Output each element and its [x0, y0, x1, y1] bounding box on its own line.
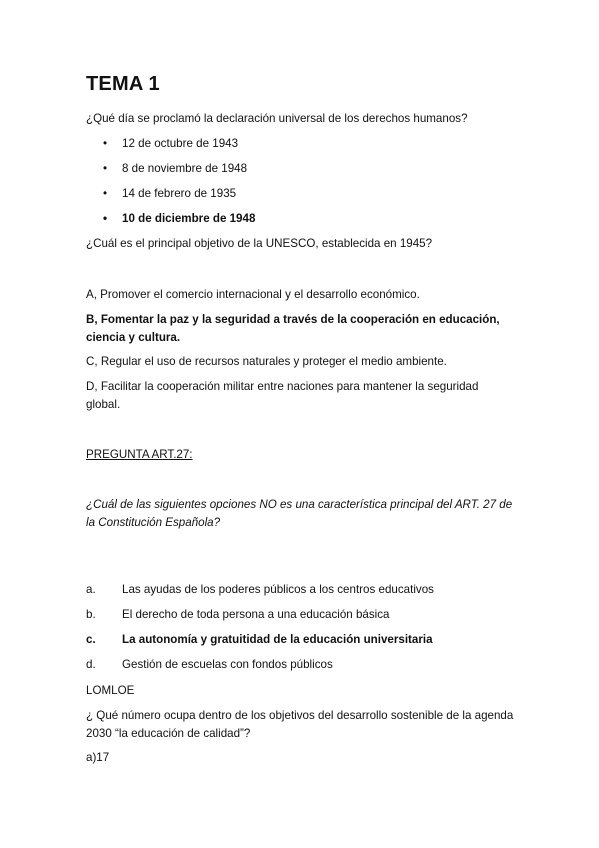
option-text: 10 de diciembre de 1948	[122, 212, 256, 225]
question-2-option-b-correct: B, Fomentar la paz y la seguridad a través de la cooperación en educación, ciencia y cultura.	[86, 313, 500, 344]
option-marker: c.	[86, 633, 96, 646]
section-heading-art27: PREGUNTA ART.27:	[86, 448, 193, 461]
question-4-answer: a)17	[86, 751, 110, 764]
option-marker: a.	[86, 583, 96, 596]
section-heading-lomloe: LOMLOE	[86, 684, 135, 697]
question-1-text: ¿Qué día se proclamó la declaración universal de los derechos humanos?	[86, 112, 468, 125]
option-text: 8 de noviembre de 1948	[122, 162, 248, 175]
option-marker: d.	[86, 658, 96, 671]
question-2-option-d: D, Facilitar la cooperación militar entre naciones para mantener la seguridad global.	[86, 380, 479, 411]
option-text: El derecho de toda persona a una educación básica	[122, 608, 390, 621]
option-text: La autonomía y gratuitidad de la educación universitaria	[122, 633, 433, 646]
option-text: Las ayudas de los poderes públicos a los centros educativos	[122, 583, 434, 596]
page-title: TEMA 1	[86, 73, 160, 95]
bullet-icon: •	[103, 187, 108, 200]
question-2-option-a: A, Promover el comercio internacional y el desarrollo económico.	[86, 288, 420, 301]
bullet-icon: •	[103, 212, 108, 225]
option-marker: b.	[86, 608, 96, 621]
bullet-icon: •	[103, 137, 108, 150]
question-2-text: ¿Cuál es el principal objetivo de la UNESCO, establecida en 1945?	[86, 237, 433, 250]
option-text: 12 de octubre de 1943	[122, 137, 239, 150]
question-2-option-c: C, Regular el uso de recursos naturales y proteger el medio ambiente.	[86, 355, 447, 368]
question-4-text: ¿ Qué número ocupa dentro de los objetivos del desarrollo sostenible de la agenda 2030 “la educación de calidad”?	[86, 709, 514, 740]
option-text: 14 de febrero de 1935	[122, 187, 237, 200]
bullet-icon: •	[103, 162, 108, 175]
question-3-text: ¿Cuál de las siguientes opciones NO es una característica principal del ART. 27 de la Constitución Española?	[86, 498, 513, 529]
option-text: Gestión de escuelas con fondos públicos	[122, 658, 333, 671]
